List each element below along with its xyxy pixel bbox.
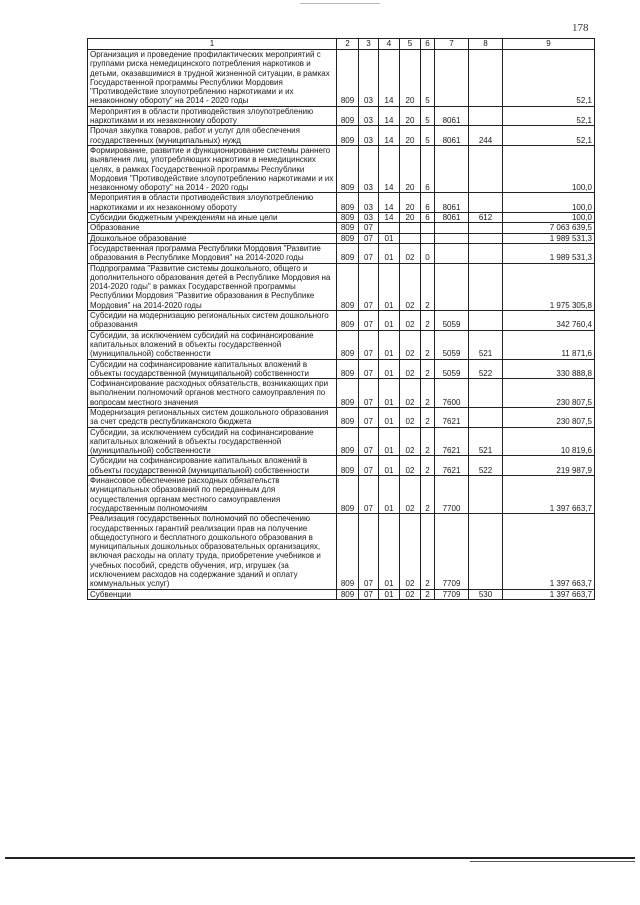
table-row bbox=[88, 106, 595, 126]
code-direction: 7621 bbox=[435, 407, 469, 427]
table-header-row bbox=[88, 39, 595, 50]
code-expense-type: 612 bbox=[469, 213, 503, 223]
code-subprogram: 5 bbox=[421, 106, 435, 126]
code-subsection: 01 bbox=[379, 263, 400, 310]
row-amount: 342 760,4 bbox=[503, 311, 595, 331]
code-direction: 7709 bbox=[435, 514, 469, 589]
code-subprogram: 2 bbox=[421, 311, 435, 331]
code-subprogram bbox=[421, 223, 435, 233]
code-subsection: 01 bbox=[379, 359, 400, 379]
code-ministry: 809 bbox=[337, 106, 359, 126]
code-direction: 8061 bbox=[435, 106, 469, 126]
code-ministry: 809 bbox=[337, 407, 359, 427]
code-direction: 7600 bbox=[435, 379, 469, 408]
code-program: 20 bbox=[400, 145, 421, 192]
row-amount: 1 397 663,7 bbox=[503, 476, 595, 514]
code-section: 07 bbox=[359, 243, 379, 263]
code-program bbox=[400, 233, 421, 243]
row-name: Государственная программа Республики Мордовия "Развитие образования в Республике Мордовия" на 2014-2020 годы bbox=[88, 243, 337, 263]
code-section: 07 bbox=[359, 407, 379, 427]
code-section: 03 bbox=[359, 193, 379, 213]
code-subsection: 01 bbox=[379, 311, 400, 331]
code-subprogram: 6 bbox=[421, 213, 435, 223]
code-direction: 5059 bbox=[435, 359, 469, 379]
code-expense-type bbox=[469, 476, 503, 514]
code-direction bbox=[435, 223, 469, 233]
code-program: 02 bbox=[400, 263, 421, 310]
code-subsection: 14 bbox=[379, 106, 400, 126]
code-direction: 5059 bbox=[435, 330, 469, 359]
code-subsection: 01 bbox=[379, 456, 400, 476]
table-row bbox=[88, 379, 595, 408]
table-row bbox=[88, 126, 595, 146]
column-header: 7 bbox=[435, 39, 469, 50]
code-ministry: 809 bbox=[337, 311, 359, 331]
code-expense-type: 522 bbox=[469, 359, 503, 379]
code-expense-type bbox=[469, 379, 503, 408]
code-expense-type bbox=[469, 193, 503, 213]
code-subsection: 01 bbox=[379, 233, 400, 243]
row-name: Организация и проведение профилактических мероприятий с группами риска немедицинского потребления наркотиков и детьми, оказавшимися в трудной жизненной ситуации, в рамках Государственной программы Республики Мордовия "Противодействие злоупотреблению наркотиками и их незаконному обороту" на 2014 - 2020 годы bbox=[88, 50, 337, 107]
code-subprogram: 2 bbox=[421, 330, 435, 359]
code-expense-type bbox=[469, 50, 503, 107]
row-name: Софинансирование расходных обязательств, возникающих при выполнении полномочий органов местного самоуправления по вопросам местного значения bbox=[88, 379, 337, 408]
code-direction bbox=[435, 233, 469, 243]
row-amount: 230 807,5 bbox=[503, 407, 595, 427]
code-section: 07 bbox=[359, 233, 379, 243]
code-program: 02 bbox=[400, 330, 421, 359]
code-subsection: 01 bbox=[379, 514, 400, 589]
code-ministry: 809 bbox=[337, 330, 359, 359]
code-program bbox=[400, 223, 421, 233]
table-row bbox=[88, 589, 595, 599]
column-header: 6 bbox=[421, 39, 435, 50]
table-row bbox=[88, 263, 595, 310]
column-header: 5 bbox=[400, 39, 421, 50]
code-subprogram: 2 bbox=[421, 407, 435, 427]
code-section: 03 bbox=[359, 106, 379, 126]
code-direction: 7709 bbox=[435, 589, 469, 599]
code-ministry: 809 bbox=[337, 213, 359, 223]
code-ministry: 809 bbox=[337, 193, 359, 213]
row-amount: 219 987,9 bbox=[503, 456, 595, 476]
code-section: 07 bbox=[359, 359, 379, 379]
row-name: Мероприятия в области противодействия злоупотреблению наркотиками и их незаконному обороту bbox=[88, 193, 337, 213]
row-amount: 1 397 663,7 bbox=[503, 514, 595, 589]
code-program: 02 bbox=[400, 476, 421, 514]
code-subprogram: 6 bbox=[421, 193, 435, 213]
row-name: Субсидии, за исключением субсидий на софинансирование капитальных вложений в объекты государственной (муниципальной) собственности bbox=[88, 330, 337, 359]
code-expense-type bbox=[469, 106, 503, 126]
row-amount: 330 888,8 bbox=[503, 359, 595, 379]
code-section: 03 bbox=[359, 213, 379, 223]
row-name: Субвенции bbox=[88, 589, 337, 599]
code-direction: 7700 bbox=[435, 476, 469, 514]
code-subsection: 01 bbox=[379, 330, 400, 359]
table-row bbox=[88, 407, 595, 427]
column-header: 8 bbox=[469, 39, 503, 50]
code-subprogram bbox=[421, 233, 435, 243]
code-section: 07 bbox=[359, 456, 379, 476]
table-row bbox=[88, 427, 595, 456]
code-section: 07 bbox=[359, 330, 379, 359]
table-row bbox=[88, 50, 595, 107]
row-amount: 11 871,6 bbox=[503, 330, 595, 359]
code-program: 20 bbox=[400, 50, 421, 107]
row-name: Подпрограмма "Развитие системы дошкольного, общего и дополнительного образования детей в Республике Мордовия на 2014-2020 годы" в рамках Государственной программы Республики Мордовия "Развитие образования в Республике Мордовия" на 2014-2020 годы bbox=[88, 263, 337, 310]
row-name: Прочая закупка товаров, работ и услуг для обеспечения государственных (муниципальных) нужд bbox=[88, 126, 337, 146]
table-row bbox=[88, 193, 595, 213]
row-name: Формирование, развитие и функционирование системы раннего выявления лиц, употребляющих наркотики в немедицинских целях, в рамках Государственной программы Республики Мордовия "Противодействие злоупотреблению наркотиками и их незаконному обороту" на 2014 - 2020 годы bbox=[88, 145, 337, 192]
code-direction: 5059 bbox=[435, 311, 469, 331]
table-row bbox=[88, 213, 595, 223]
budget-table bbox=[87, 38, 595, 600]
code-expense-type bbox=[469, 407, 503, 427]
code-section: 07 bbox=[359, 311, 379, 331]
code-program: 02 bbox=[400, 427, 421, 456]
page-number: 178 bbox=[572, 22, 589, 34]
column-header: 4 bbox=[379, 39, 400, 50]
row-name: Субсидии на софинансирование капитальных вложений в объекты государственной (муниципальной) собственности bbox=[88, 359, 337, 379]
code-ministry: 809 bbox=[337, 223, 359, 233]
row-amount: 52,1 bbox=[503, 106, 595, 126]
row-name: Реализация государственных полномочий по обеспечению государственных гарантий реализации прав на получение общедоступного и бесплатного дошкольного образования в муниципальных дошкольных образовательных организациях, включая расходы на оплату труда, приобретение учебников и учебных пособий, средств обучения, игр, игрушек (за исключением расходов на содержание зданий и оплату коммунальных услуг) bbox=[88, 514, 337, 589]
column-header: 9 bbox=[503, 39, 595, 50]
code-expense-type bbox=[469, 223, 503, 233]
code-program: 02 bbox=[400, 379, 421, 408]
code-subprogram: 2 bbox=[421, 379, 435, 408]
code-expense-type bbox=[469, 514, 503, 589]
code-expense-type: 530 bbox=[469, 589, 503, 599]
code-direction: 8061 bbox=[435, 126, 469, 146]
table-row bbox=[88, 476, 595, 514]
code-program: 20 bbox=[400, 106, 421, 126]
code-ministry: 809 bbox=[337, 589, 359, 599]
code-subprogram: 2 bbox=[421, 359, 435, 379]
code-direction bbox=[435, 50, 469, 107]
code-direction: 8061 bbox=[435, 213, 469, 223]
code-program: 02 bbox=[400, 589, 421, 599]
code-subsection: 14 bbox=[379, 126, 400, 146]
table-row bbox=[88, 359, 595, 379]
table-body bbox=[88, 50, 595, 600]
code-program: 02 bbox=[400, 456, 421, 476]
row-name: Мероприятия в области противодействия злоупотреблению наркотиками и их незаконному обороту bbox=[88, 106, 337, 126]
code-ministry: 809 bbox=[337, 514, 359, 589]
code-ministry: 809 bbox=[337, 476, 359, 514]
code-program: 02 bbox=[400, 243, 421, 263]
code-section: 03 bbox=[359, 50, 379, 107]
code-program: 20 bbox=[400, 193, 421, 213]
code-expense-type: 521 bbox=[469, 427, 503, 456]
row-name: Дошкольное образование bbox=[88, 233, 337, 243]
code-expense-type bbox=[469, 233, 503, 243]
row-amount: 52,1 bbox=[503, 50, 595, 107]
row-amount: 100,0 bbox=[503, 145, 595, 192]
code-subprogram: 0 bbox=[421, 243, 435, 263]
code-subsection: 01 bbox=[379, 243, 400, 263]
row-name: Образование bbox=[88, 223, 337, 233]
code-expense-type bbox=[469, 243, 503, 263]
code-subprogram: 6 bbox=[421, 145, 435, 192]
code-expense-type bbox=[469, 311, 503, 331]
row-amount: 52,1 bbox=[503, 126, 595, 146]
table-row bbox=[88, 243, 595, 263]
code-subprogram: 2 bbox=[421, 476, 435, 514]
table-row bbox=[88, 456, 595, 476]
code-subsection: 01 bbox=[379, 427, 400, 456]
code-direction bbox=[435, 243, 469, 263]
code-subsection: 14 bbox=[379, 213, 400, 223]
row-name: Модернизация региональных систем дошкольного образования за счет средств республиканского бюджета bbox=[88, 407, 337, 427]
row-name: Финансовое обеспечение расходных обязательств муниципальных образований по переданным для осуществления органам местного самоуправления государственным полномочиям bbox=[88, 476, 337, 514]
code-ministry: 809 bbox=[337, 359, 359, 379]
code-program: 02 bbox=[400, 407, 421, 427]
code-expense-type: 522 bbox=[469, 456, 503, 476]
code-direction: 7621 bbox=[435, 456, 469, 476]
code-section: 07 bbox=[359, 476, 379, 514]
row-name: Субсидии на модернизацию региональных систем дошкольного образования bbox=[88, 311, 337, 331]
row-amount: 10 819,6 bbox=[503, 427, 595, 456]
code-subprogram: 2 bbox=[421, 263, 435, 310]
code-subsection: 14 bbox=[379, 193, 400, 213]
code-subprogram: 2 bbox=[421, 456, 435, 476]
row-name: Субсидии на софинансирование капитальных вложений в объекты государственной (муниципальной) собственности bbox=[88, 456, 337, 476]
code-program: 20 bbox=[400, 126, 421, 146]
column-header: 1 bbox=[88, 39, 337, 50]
code-section: 07 bbox=[359, 223, 379, 233]
code-section: 07 bbox=[359, 589, 379, 599]
page-bottom-rule-secondary bbox=[470, 861, 635, 862]
code-ministry: 809 bbox=[337, 145, 359, 192]
table-row bbox=[88, 233, 595, 243]
code-ministry: 809 bbox=[337, 243, 359, 263]
row-name: Субсидии, за исключением субсидий на софинансирование капитальных вложений в объекты государственной (муниципальной) собственности bbox=[88, 427, 337, 456]
row-amount: 1 989 531,3 bbox=[503, 243, 595, 263]
row-amount: 100,0 bbox=[503, 193, 595, 213]
code-direction: 7621 bbox=[435, 427, 469, 456]
code-subprogram: 5 bbox=[421, 126, 435, 146]
code-section: 07 bbox=[359, 514, 379, 589]
code-expense-type: 521 bbox=[469, 330, 503, 359]
code-direction bbox=[435, 145, 469, 192]
page-bottom-rule bbox=[5, 857, 635, 859]
code-ministry: 809 bbox=[337, 50, 359, 107]
code-section: 07 bbox=[359, 379, 379, 408]
code-subsection: 01 bbox=[379, 379, 400, 408]
code-program: 02 bbox=[400, 514, 421, 589]
code-ministry: 809 bbox=[337, 379, 359, 408]
row-amount: 230 807,5 bbox=[503, 379, 595, 408]
code-program: 02 bbox=[400, 359, 421, 379]
row-amount: 1 397 663,7 bbox=[503, 589, 595, 599]
code-direction: 8061 bbox=[435, 193, 469, 213]
table-row bbox=[88, 223, 595, 233]
code-ministry: 809 bbox=[337, 233, 359, 243]
row-amount: 7 063 639,5 bbox=[503, 223, 595, 233]
column-header: 3 bbox=[359, 39, 379, 50]
code-subsection: 14 bbox=[379, 145, 400, 192]
code-ministry: 809 bbox=[337, 456, 359, 476]
code-subprogram: 5 bbox=[421, 50, 435, 107]
code-subprogram: 2 bbox=[421, 427, 435, 456]
code-section: 03 bbox=[359, 145, 379, 192]
row-amount: 1 989 531,3 bbox=[503, 233, 595, 243]
code-subprogram: 2 bbox=[421, 589, 435, 599]
table-row bbox=[88, 145, 595, 192]
code-subsection: 14 bbox=[379, 50, 400, 107]
code-expense-type: 244 bbox=[469, 126, 503, 146]
code-section: 03 bbox=[359, 126, 379, 146]
scan-smudge bbox=[300, 3, 380, 4]
row-name: Субсидии бюджетным учреждениям на иные цели bbox=[88, 213, 337, 223]
code-subsection: 01 bbox=[379, 407, 400, 427]
code-section: 07 bbox=[359, 263, 379, 310]
code-ministry: 809 bbox=[337, 427, 359, 456]
table-row bbox=[88, 330, 595, 359]
code-expense-type bbox=[469, 263, 503, 310]
code-subprogram: 2 bbox=[421, 514, 435, 589]
code-program: 20 bbox=[400, 213, 421, 223]
row-amount: 100,0 bbox=[503, 213, 595, 223]
code-subsection bbox=[379, 223, 400, 233]
code-program: 02 bbox=[400, 311, 421, 331]
code-expense-type bbox=[469, 145, 503, 192]
code-subsection: 01 bbox=[379, 476, 400, 514]
column-header: 2 bbox=[337, 39, 359, 50]
row-amount: 1 975 305,8 bbox=[503, 263, 595, 310]
table-row bbox=[88, 311, 595, 331]
code-direction bbox=[435, 263, 469, 310]
code-ministry: 809 bbox=[337, 126, 359, 146]
code-ministry: 809 bbox=[337, 263, 359, 310]
code-section: 07 bbox=[359, 427, 379, 456]
code-subsection: 01 bbox=[379, 589, 400, 599]
table-row bbox=[88, 514, 595, 589]
